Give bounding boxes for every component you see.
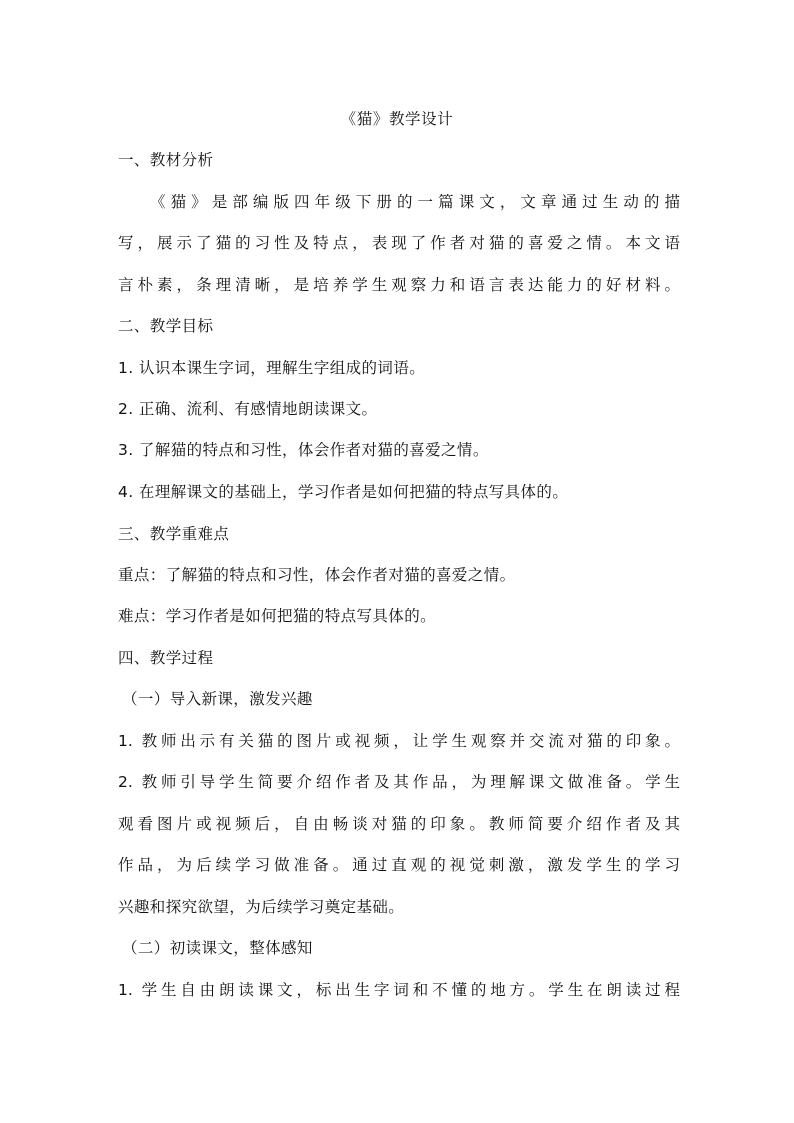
subsection-heading: （二）初读课文，整体感知 xyxy=(122,939,313,957)
section-heading-key-points: 三、教学重难点 xyxy=(118,525,230,543)
paragraph-line: 兴趣和探究欲望，为后续学习奠定基础。 xyxy=(118,898,405,916)
paragraph-line: 作品，为后续学习做准备。通过直观的视觉刺激，激发学生的学习 xyxy=(118,856,680,874)
paragraph-line: 言朴素，条理清晰，是培养学生观察力和语言表达能力的好材料。 xyxy=(118,276,680,294)
process-item: 1. 学生自由朗读课文，标出生字词和不懂的地方。学生在朗读过程 xyxy=(118,981,680,999)
paragraph-line: 《猫》是部编版四年级下册的一篇课文，文章通过生动的描 xyxy=(150,193,680,211)
process-item: 1. 教师出示有关猫的图片或视频，让学生观察并交流对猫的印象。 xyxy=(118,732,680,750)
section-heading-teaching-goals: 二、教学目标 xyxy=(118,317,214,335)
paragraph-line: 观看图片或视频后，自由畅谈对猫的印象。教师简要介绍作者及其 xyxy=(118,815,680,833)
section-heading-teaching-process: 四、教学过程 xyxy=(118,649,214,667)
section-heading-textbook-analysis: 一、教材分析 xyxy=(118,151,214,169)
document-title: 《猫》教学设计 xyxy=(340,110,454,128)
key-point-line: 重点：了解猫的特点和习性，体会作者对猫的喜爱之情。 xyxy=(118,566,516,584)
goal-item: 3. 了解猫的特点和习性，体会作者对猫的喜爱之情。 xyxy=(118,441,489,459)
goal-item: 1. 认识本课生字词，理解生字组成的词语。 xyxy=(118,359,426,377)
paragraph-line: 写，展示了猫的习性及特点，表现了作者对猫的喜爱之情。本文语 xyxy=(118,234,680,252)
process-item: 2. 教师引导学生简要介绍作者及其作品，为理解课文做准备。学生 xyxy=(118,773,680,791)
subsection-heading: （一）导入新课，激发兴趣 xyxy=(122,690,313,708)
goal-item: 4. 在理解课文的基础上，学习作者是如何把猫的特点写具体的。 xyxy=(118,483,569,501)
goal-item: 2. 正确、流利、有感情地朗读课文。 xyxy=(118,400,378,418)
difficulty-line: 难点：学习作者是如何把猫的特点写具体的。 xyxy=(118,607,437,625)
